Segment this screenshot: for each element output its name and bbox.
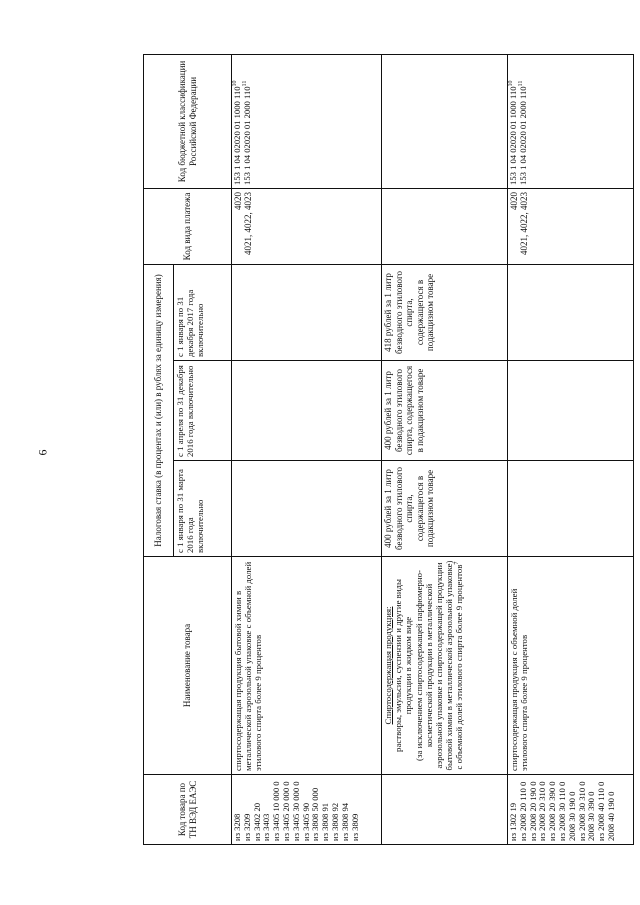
- product-code-list: [232, 775, 382, 845]
- header-payment-code: Код вида платежа: [144, 188, 232, 264]
- product-code: из 1302 19: [508, 802, 518, 841]
- footnote-ref: 10: [232, 80, 239, 87]
- header-rate-period-2: с 1 апреля по 31 декабря 2016 года включительно: [174, 361, 232, 461]
- tax-rate-cell: 400 рублей за 1 литр безводного этилового спирта, содержащегося в подакцизном товаре: [382, 461, 508, 557]
- footnote-ref: 7: [454, 561, 461, 565]
- product-name: спиртосодержащая продукция бытовой химии в металлической аэрозольной упаковке с объемной долей этилового спирта более 9 процентов: [232, 557, 382, 775]
- payment-code-cell: [508, 188, 634, 264]
- header-rate-period-3: с 1 января по 31 декабря 2017 года включительно: [174, 264, 232, 360]
- product-code: из 3808 92: [329, 802, 340, 841]
- tax-rate-cell: [232, 461, 382, 557]
- product-name: спиртосодержащая продукция с объемной долей этилового спирта более 9 процентов: [508, 557, 634, 775]
- budget-code: 153 1 04 02020 01 1000 110: [508, 86, 518, 185]
- product-code: из 3808 91: [320, 802, 331, 841]
- product-code-list: [382, 775, 508, 845]
- product-code: из 2008 30 110 0: [556, 781, 567, 841]
- payment-code: 4020: [233, 191, 243, 210]
- budget-code: 153 1 04 02020 01 2000 110: [517, 86, 528, 185]
- product-code: из 3808 50 000: [310, 787, 321, 841]
- payment-code: 4021, 4022, 4023: [519, 191, 530, 255]
- product-code: из 2008 20 390 0: [547, 781, 558, 841]
- header-product-name: Наименование товара: [144, 557, 232, 775]
- tax-rate-cell: 400 рублей за 1 литр безводного этилового спирта, содержащегося в подакцизном товаре: [382, 361, 508, 461]
- product-code: 2008 40 190 0: [605, 791, 616, 841]
- header-tax-rate: Налоговая ставка (в процентах и (или) в рублях за единицу измерения): [144, 264, 174, 556]
- product-code: из 2008 30 310 0: [576, 781, 587, 841]
- budget-code: 153 1 04 02020 01 2000 110: [241, 86, 252, 185]
- product-code: из 3405 10 000 0: [271, 781, 282, 841]
- product-code: из 3209: [241, 813, 252, 841]
- budget-code-cell: [232, 54, 382, 188]
- product-code: из 3405 20 000 0: [280, 781, 291, 841]
- product-code: 2008 30 190 0: [566, 791, 577, 841]
- product-code: из 2008 40 110 0: [596, 781, 607, 841]
- footnote-ref: 11: [518, 80, 525, 87]
- header-product-code: Код товара по ТН ВЭД ЕАЭС: [144, 775, 232, 845]
- rotated-page: [143, 55, 616, 845]
- budget-code: 153 1 04 02020 01 1000 110: [232, 86, 242, 185]
- product-code: из 3402 20: [251, 802, 262, 841]
- tax-rate-cell: [232, 264, 382, 360]
- payment-code-cell: [382, 188, 508, 264]
- excise-rate-table: [143, 54, 634, 845]
- budget-code-cell: [382, 54, 508, 188]
- product-name-body: (за исключением спиртосодержащей парфюмерно-косметической продукции в металлической аэрозольной упаковке и спиртосодержащей продукции бытовой химии в металлической аэрозольной упаковке) с объемной долей этилового спирта более 9 процентов: [413, 560, 465, 771]
- page-number: 6: [35, 449, 50, 456]
- table-row: [382, 54, 508, 844]
- product-code: из 2008 20 310 0: [537, 781, 548, 841]
- product-code: из 2008 20 110 0: [517, 781, 528, 841]
- table-row: [232, 54, 382, 844]
- product-name-subtitle: растворы, эмульсии, суспензии и другие виды продукции в жидком виде: [393, 579, 414, 752]
- tax-rate-cell: [508, 361, 634, 461]
- product-code: из 3208: [232, 813, 242, 841]
- product-code: из 3405 90: [300, 802, 311, 841]
- product-code: из 3808 94: [339, 802, 350, 841]
- product-code-list: [508, 775, 634, 845]
- product-code: из 3809: [349, 813, 360, 841]
- tax-rate-cell: 418 рублей за 1 литр безводного этилового спирта, содержащегося в подакцизном товаре: [382, 264, 508, 360]
- tax-rate-cell: [508, 461, 634, 557]
- header-budget-code: Код бюджетной классификации Российской Федерации: [144, 54, 232, 188]
- tax-rate-cell: [232, 361, 382, 461]
- footnote-ref: 11: [242, 80, 249, 87]
- product-code: из 3403: [261, 813, 272, 841]
- table-row: [508, 54, 634, 844]
- payment-code-cell: [232, 188, 382, 264]
- product-name: [382, 557, 508, 775]
- tax-rate-cell: [508, 264, 634, 360]
- product-code: из 2008 20 190 0: [527, 781, 538, 841]
- budget-code-cell: [508, 54, 634, 188]
- product-code: из 3405 30 000 0: [290, 781, 301, 841]
- header-rate-period-1: с 1 января по 31 марта 2016 года включительно: [174, 461, 232, 557]
- payment-code: 4021, 4022, 4023: [243, 191, 254, 255]
- footnote-ref: 10: [508, 80, 515, 87]
- product-code: 2008 30 390 0: [586, 791, 597, 841]
- payment-code: 4020: [509, 191, 519, 210]
- product-name-title: Спиртосодержащая продукция:: [383, 606, 393, 725]
